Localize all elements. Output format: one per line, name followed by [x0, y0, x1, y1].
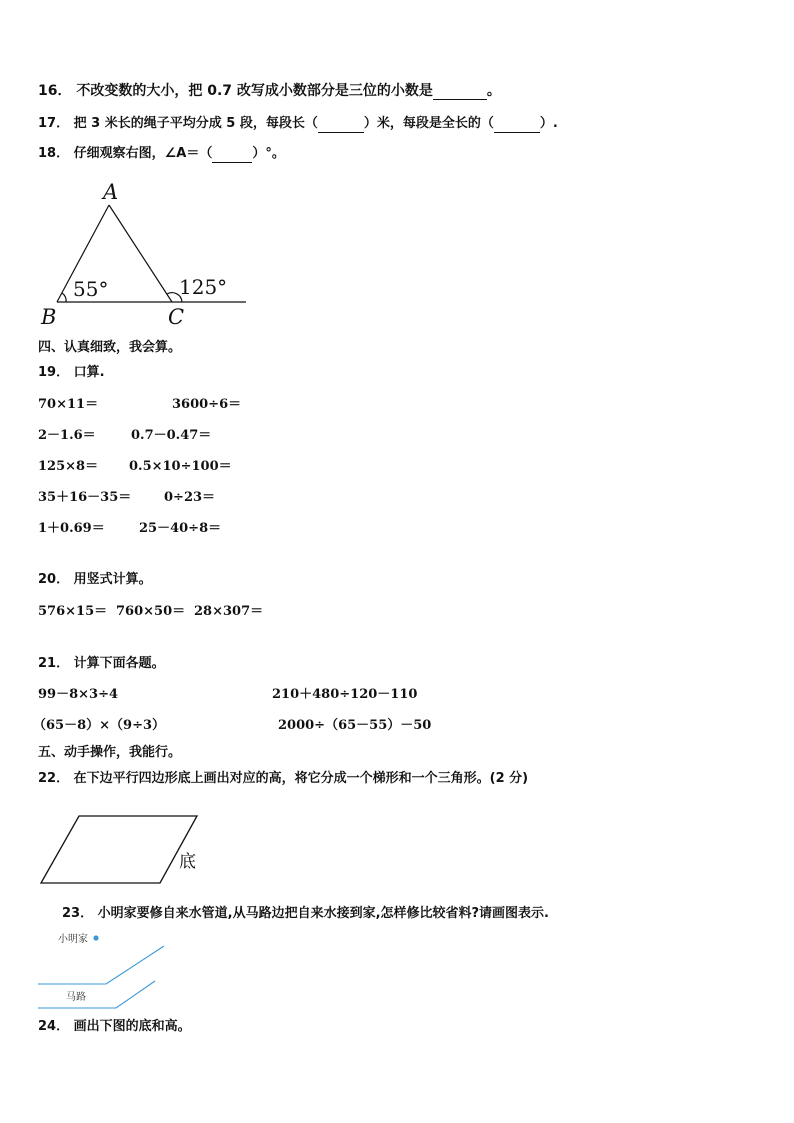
question-text-a: 把 3 米长的绳子平均分成 5 段，每段长（ — [73, 116, 318, 131]
calc-item: 35＋16－35＝ — [38, 490, 132, 505]
question-text: 小明家要修自来水管道,从马路边把自来水接到家,怎样修比较省料?请画图表示. — [97, 906, 549, 921]
question-title: 口算. — [73, 365, 105, 380]
question-text-b: ）米，每段是全长的（ — [363, 116, 494, 131]
calc-item: 125×8＝ — [38, 459, 99, 474]
question-number: 19． — [38, 365, 70, 380]
question-number: 21． — [38, 656, 70, 671]
vertex-b-label: B — [41, 305, 57, 329]
calc-item: 3600÷6＝ — [172, 397, 242, 412]
question-number: 22． — [38, 771, 70, 786]
question-text: 不改变数的大小，把 0.7 改写成小数部分是三位的小数是 — [76, 83, 433, 99]
angle-b-label: 55° — [73, 277, 109, 301]
vertical-calc-item: 760×50＝ — [116, 604, 186, 619]
vertex-c-label: C — [168, 305, 185, 329]
question-number: 23． — [62, 906, 94, 921]
section-5-heading: 五、动手操作，我能行。 — [38, 745, 182, 760]
question-number: 24． — [38, 1019, 70, 1034]
expression-item: （65－8）×（9÷3） — [33, 718, 166, 733]
question-24 — [38, 1019, 191, 1035]
vertex-a-label: A — [103, 180, 119, 204]
question-title: 用竖式计算。 — [73, 572, 152, 587]
expression-item: 210＋480÷120－110 — [272, 687, 418, 702]
vertical-calc-item: 28×307＝ — [194, 604, 264, 619]
question-16: 16． 不改变数的大小，把 0.7 改写成小数部分是三位的小数是 。 — [38, 83, 501, 99]
home-dot-icon — [93, 935, 98, 940]
road-label: 马路 — [66, 992, 86, 1003]
question-number: 16． — [38, 83, 72, 99]
question-text-a: 仔细观察右图，∠A＝（ — [73, 146, 213, 161]
section-4-heading: 四、认真细致，我会算。 — [38, 340, 182, 355]
expression-item: 99－8×3÷4 — [38, 687, 119, 702]
vertical-calc-item: 576×15＝ — [38, 604, 108, 619]
calc-item: 0.7－0.47＝ — [131, 428, 212, 443]
calc-item: 25－40÷8＝ — [139, 521, 222, 536]
expression-item: 2000÷（65－55）－50 — [278, 718, 432, 733]
question-text: 在下边平行四边形底上画出对应的高，将它分成一个梯形和一个三角形。(2 分) — [73, 771, 529, 786]
road-edge-lower — [38, 981, 155, 1008]
question-number: 17． — [38, 116, 70, 131]
calc-item: 1＋0.69＝ — [38, 521, 105, 536]
calc-item: 70×11＝ — [38, 397, 99, 412]
calc-item: 2－1.6＝ — [38, 428, 96, 443]
question-text-b: ）°。 — [252, 146, 285, 161]
base-label: 底 — [179, 852, 196, 872]
question-title: 计算下面各题。 — [73, 656, 165, 671]
question-text-c: ）. — [539, 116, 558, 131]
question-text: 画出下图的底和高。 — [73, 1019, 191, 1034]
question-number: 18． — [38, 146, 70, 161]
road-edge-upper — [38, 946, 164, 984]
question-number: 20． — [38, 572, 70, 587]
calc-item: 0÷23＝ — [164, 490, 216, 505]
home-label: 小明家 — [58, 934, 88, 945]
calc-item: 0.5×10÷100＝ — [129, 459, 232, 474]
angle-c-label: 125° — [179, 275, 228, 299]
